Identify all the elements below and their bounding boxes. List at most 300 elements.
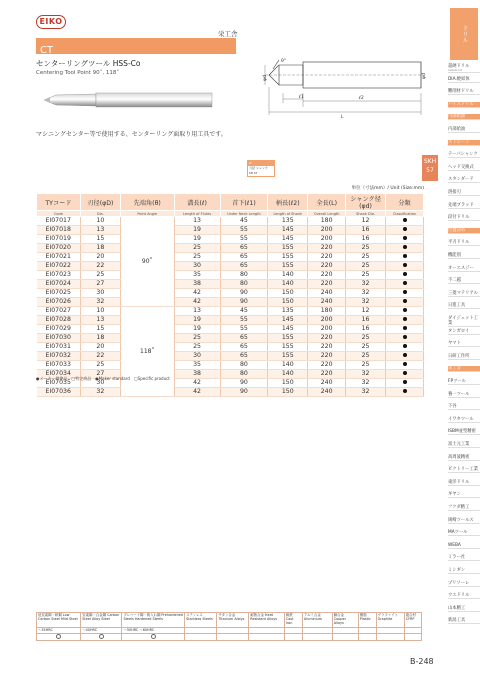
sidebar-item[interactable] xyxy=(448,316,480,327)
sidebar-item[interactable] xyxy=(448,291,480,297)
table-cell: 150 xyxy=(268,379,308,388)
sidebar-item-label: 溶接刃 xyxy=(448,190,461,195)
sidebar-item-label: ギヤン xyxy=(448,492,461,498)
sidebar-item-label: ビクトリー工業 xyxy=(448,467,479,473)
point-angle-cell: 118˚ xyxy=(120,307,174,397)
sidebar-item-label: 日研工作所 xyxy=(448,353,470,359)
sidebar-item[interactable] xyxy=(448,392,480,398)
sidebar-item-label: テーパシャンク xyxy=(448,152,478,158)
table-cell: 32 xyxy=(346,298,386,307)
suitable-circle-icon xyxy=(99,634,104,639)
sidebar-item[interactable] xyxy=(448,278,480,284)
table-cell: 240 xyxy=(308,289,346,298)
table-row xyxy=(37,361,424,370)
table-cell: 220 xyxy=(308,343,346,352)
point-angle-cell: 90˚ xyxy=(120,217,174,307)
table-notes: ●メーカー標準品 □特定商品 ●Maker standard □Specific product xyxy=(36,376,170,381)
col-header: 先端角(θ) xyxy=(120,194,174,211)
sidebar-item-sub: Carbide drill xyxy=(448,69,462,72)
label-L: L xyxy=(341,115,344,120)
table-cell: 25 xyxy=(346,244,386,253)
table-cell: 20 xyxy=(80,253,120,262)
table-cell: 25 xyxy=(80,271,120,280)
table-cell: 220 xyxy=(308,334,346,343)
standard-dot-icon xyxy=(403,245,407,249)
product-code: CT xyxy=(40,45,54,56)
standard-dot-icon xyxy=(403,317,407,321)
sidebar-item[interactable] xyxy=(448,593,480,599)
sidebar-item-label: 下谷 xyxy=(448,404,457,410)
table-cell: 19 xyxy=(174,226,220,235)
sidebar-item[interactable] xyxy=(448,543,480,549)
classification-cell xyxy=(386,316,424,325)
product-name-jp: センターリングツール HSS-Co xyxy=(36,59,141,68)
table-row xyxy=(37,316,424,325)
table-cell: EI07028 xyxy=(37,316,81,325)
badge-line-1: SKH xyxy=(423,158,437,165)
sidebar-item[interactable] xyxy=(448,240,480,246)
classification-cell xyxy=(386,334,424,343)
table-cell: 150 xyxy=(268,298,308,307)
table-cell: 13 xyxy=(80,226,120,235)
tool-image xyxy=(36,75,216,135)
table-cell: 150 xyxy=(268,388,308,397)
table-cell: 19 xyxy=(174,316,220,325)
table-cell: 16 xyxy=(346,226,386,235)
sidebar-item-label: ストレート xyxy=(448,139,470,145)
standard-dot-icon xyxy=(403,335,407,339)
table-cell: 80 xyxy=(220,280,268,289)
table-cell: 20 xyxy=(80,343,120,352)
table-cell: 30 xyxy=(174,262,220,271)
classification-cell xyxy=(386,289,424,298)
table-cell: 135 xyxy=(268,307,308,316)
table-row xyxy=(37,289,424,298)
table-cell: 32 xyxy=(346,370,386,379)
sidebar-item[interactable] xyxy=(448,177,480,183)
table-cell: EI07023 xyxy=(37,271,81,280)
sidebar-item[interactable] xyxy=(448,518,480,524)
table-cell: 155 xyxy=(268,334,308,343)
classification-cell xyxy=(386,226,424,235)
label-phi-d2: φd xyxy=(422,73,427,79)
sidebar-item-label: 段付ドリル xyxy=(448,215,470,221)
table-cell: 13 xyxy=(174,217,220,226)
table-cell: 180 xyxy=(308,217,346,226)
classification-cell xyxy=(386,307,424,316)
table-cell: 200 xyxy=(308,316,346,325)
table-cell: 19 xyxy=(174,325,220,334)
table-cell: 65 xyxy=(220,334,268,343)
classification-cell xyxy=(386,217,424,226)
table-row xyxy=(37,244,424,253)
sidebar-item-label: 先端ブラッド xyxy=(448,202,474,208)
table-cell: 220 xyxy=(308,262,346,271)
sidebar-item[interactable] xyxy=(448,89,480,95)
page-number: B-248 xyxy=(410,657,434,666)
sidebar-item[interactable] xyxy=(448,505,480,511)
sidebar-item-label: ハイスドリル xyxy=(448,101,474,107)
col-header-en: Dia. xyxy=(80,211,120,217)
sidebar-item-label: 山本精工 xyxy=(448,605,466,611)
sidebar-item-label: 平刃ドリル xyxy=(448,240,470,246)
sidebar-item[interactable] xyxy=(448,606,480,612)
sidebar-item-label: タンガロイ xyxy=(448,328,470,334)
table-cell: 32 xyxy=(80,388,120,397)
table-cell: 15 xyxy=(80,235,120,244)
material-mark xyxy=(122,634,185,641)
table-row xyxy=(37,298,424,307)
table-cell: 155 xyxy=(268,262,308,271)
classification-cell xyxy=(386,262,424,271)
tolerance-legend xyxy=(247,160,275,177)
sidebar-item-label: ミラー社 xyxy=(448,555,466,561)
material-range: 〜35HRC xyxy=(37,628,81,634)
technical-drawing xyxy=(263,57,425,127)
table-row xyxy=(37,388,424,397)
table-cell: EI07018 xyxy=(37,226,81,235)
material-header: 銅合金 Copper Alloys xyxy=(332,613,358,628)
table-row xyxy=(37,217,424,226)
material-mark xyxy=(284,634,302,641)
product-code-bar xyxy=(36,38,236,54)
table-cell: EI07026 xyxy=(37,298,81,307)
table-cell: 18 xyxy=(80,334,120,343)
classification-cell xyxy=(386,379,424,388)
table-cell: 25 xyxy=(346,343,386,352)
table-cell: 32 xyxy=(346,289,386,298)
sidebar-item[interactable] xyxy=(448,492,480,498)
sidebar-item[interactable] xyxy=(448,417,480,423)
col-header: 柄長(ℓ2) xyxy=(268,194,308,211)
sidebar-item[interactable] xyxy=(448,530,480,536)
standard-dot-icon xyxy=(403,272,407,276)
col-header-en: Length of Flutes xyxy=(174,211,220,217)
label-phi-d1: φd xyxy=(263,75,268,81)
table-cell: 140 xyxy=(268,361,308,370)
table-cell: 145 xyxy=(268,226,308,235)
sidebar-item[interactable] xyxy=(448,228,480,234)
classification-cell xyxy=(386,361,424,370)
sidebar-item[interactable] xyxy=(448,618,480,624)
table-cell: EI07034 xyxy=(37,370,81,379)
table-cell: 35 xyxy=(174,361,220,370)
standard-dot-icon xyxy=(403,227,407,231)
legend-row: 刃径 シャンク xyxy=(249,166,268,170)
standard-dot-icon xyxy=(403,389,407,393)
material-header: チタン合金 Titanium Alloys xyxy=(217,613,249,628)
table-cell: 22 xyxy=(80,262,120,271)
table-cell: 25 xyxy=(174,253,220,262)
table-cell: 45 xyxy=(220,217,268,226)
table-cell: 220 xyxy=(308,280,346,289)
sidebar-item-label: FPツール xyxy=(448,379,466,384)
sidebar-item[interactable] xyxy=(448,152,480,158)
table-cell: 19 xyxy=(174,235,220,244)
sidebar-tab-drill[interactable]: ドリル xyxy=(450,8,478,60)
material-mark xyxy=(217,634,249,641)
table-cell: 145 xyxy=(268,235,308,244)
table-row xyxy=(37,352,424,361)
table-row xyxy=(37,307,424,316)
table-cell: 25 xyxy=(346,262,386,271)
sidebar-item[interactable] xyxy=(448,581,480,587)
sidebar-item[interactable] xyxy=(448,140,480,146)
col-header-en: Code xyxy=(37,211,81,217)
sidebar-item-label: 養一ツール xyxy=(448,391,470,397)
sidebar-item[interactable] xyxy=(448,366,480,372)
col-header: 分類 xyxy=(386,194,424,211)
sidebar-item-label: 新潟工具 xyxy=(448,618,466,624)
table-cell: 55 xyxy=(220,226,268,235)
standard-dot-icon xyxy=(403,371,407,375)
table-row xyxy=(37,262,424,271)
standard-dot-icon xyxy=(403,263,407,267)
sidebar-item-label: 難削材ドリル xyxy=(448,89,474,95)
standard-dot-icon xyxy=(403,362,407,366)
sidebar-item-label: 三菱マテリアル xyxy=(448,290,478,296)
sidebar-item-label: 高周波精密 xyxy=(448,454,470,460)
classification-cell xyxy=(386,244,424,253)
table-row xyxy=(37,235,424,244)
table-cell: 90 xyxy=(220,388,268,397)
table-cell: 240 xyxy=(308,298,346,307)
table-cell: 90 xyxy=(220,289,268,298)
sidebar-item[interactable] xyxy=(448,303,480,309)
table-row xyxy=(37,280,424,289)
sidebar-item-label: ヤマト xyxy=(448,341,461,347)
table-cell: 25 xyxy=(346,361,386,370)
table-cell: 200 xyxy=(308,325,346,334)
sidebar-item-label: プリソーレ xyxy=(448,580,470,586)
table-cell: 65 xyxy=(220,343,268,352)
suitable-circle-icon xyxy=(151,634,156,639)
sidebar-item-label: 内部給油 xyxy=(448,114,466,120)
table-cell: 22 xyxy=(80,352,120,361)
sidebar-item[interactable] xyxy=(448,455,480,461)
table-cell: 90 xyxy=(220,379,268,388)
table-cell: 13 xyxy=(80,316,120,325)
table-cell: 220 xyxy=(308,271,346,280)
material-mark xyxy=(404,634,421,641)
sidebar-item[interactable] xyxy=(448,253,480,259)
table-cell: 38 xyxy=(174,370,220,379)
table-cell: 140 xyxy=(268,370,308,379)
legend-row: h8 h7 xyxy=(249,171,258,175)
col-header: 全長(L) xyxy=(308,194,346,211)
product-name-en: Centering Tool Point 90˚, 118˚ xyxy=(36,70,120,76)
table-cell: 220 xyxy=(308,370,346,379)
table-row xyxy=(37,226,424,235)
table-cell: 65 xyxy=(220,352,268,361)
sidebar-item-label: 日進工具 xyxy=(448,303,466,309)
material-header: ステンレス Stainless Steels xyxy=(185,613,217,628)
sidebar-item[interactable] xyxy=(448,77,480,83)
col-header-en: Classification xyxy=(386,211,424,217)
table-row xyxy=(37,334,424,343)
sidebar-item[interactable] xyxy=(448,165,480,171)
sidebar-item-label: 不二越 xyxy=(448,278,461,284)
label-l1: ℓ1 xyxy=(299,95,304,100)
table-cell: 65 xyxy=(220,253,268,262)
table-cell: 80 xyxy=(220,271,268,280)
table-cell: EI07024 xyxy=(37,280,81,289)
table-cell: 155 xyxy=(268,343,308,352)
suitable-circle-icon xyxy=(56,634,61,639)
standard-dot-icon xyxy=(403,290,407,294)
sidebar-item-label: ヘッド交換式 xyxy=(448,164,474,170)
table-cell: 240 xyxy=(308,388,346,397)
standard-dot-icon xyxy=(403,380,407,384)
table-row xyxy=(37,253,424,262)
table-cell: 220 xyxy=(308,244,346,253)
sidebar-item[interactable] xyxy=(448,480,480,486)
classification-cell xyxy=(386,370,424,379)
sidebar-item-label: オーエスジー xyxy=(448,265,474,271)
col-header: 刃径(φD) xyxy=(80,194,120,211)
table-cell: 42 xyxy=(174,298,220,307)
sidebar-item[interactable] xyxy=(448,215,480,221)
col-header: シャンク径(φd) xyxy=(346,194,386,211)
header-row-jp xyxy=(37,194,424,211)
unit-note: 単位（寸法mm）/ Unit (Size:mm) xyxy=(351,186,424,191)
table-cell: 155 xyxy=(268,253,308,262)
table-cell: 25 xyxy=(346,352,386,361)
col-header: 溝長(ℓ) xyxy=(174,194,220,211)
table-cell: 16 xyxy=(346,235,386,244)
table-cell: 55 xyxy=(220,235,268,244)
sidebar-item-label: MAツール xyxy=(448,530,468,536)
table-cell: 135 xyxy=(268,217,308,226)
sidebar-item[interactable] xyxy=(448,190,480,196)
table-row xyxy=(37,325,424,334)
col-header-en: Shank Dia. xyxy=(346,211,386,217)
table-cell: 42 xyxy=(174,379,220,388)
sidebar-item-label: WEBA xyxy=(448,542,461,548)
table-cell: 42 xyxy=(174,388,220,397)
classification-cell xyxy=(386,271,424,280)
table-cell: 12 xyxy=(346,217,386,226)
sidebar-item[interactable] xyxy=(448,329,480,335)
sidebar-item[interactable] xyxy=(448,568,480,574)
col-header-en: Overall Length xyxy=(308,211,346,217)
material-header: プレハード鋼・焼入れ鋼 Prehardened Steels Hardened Steels xyxy=(122,613,185,628)
sidebar-item[interactable] xyxy=(448,555,480,561)
table-cell: EI07031 xyxy=(37,343,81,352)
sidebar-item-label: ISBM並型精密 xyxy=(448,429,476,435)
table-cell: EI07025 xyxy=(37,289,81,298)
table-cell: 30 xyxy=(80,379,120,388)
maker-name: 栄工舎 xyxy=(218,30,238,38)
sidebar-item[interactable] xyxy=(448,102,480,108)
table-cell: 25 xyxy=(174,244,220,253)
table-cell: 220 xyxy=(308,361,346,370)
table-cell: EI07027 xyxy=(37,307,81,316)
table-cell: 27 xyxy=(80,280,120,289)
table-cell: 10 xyxy=(80,307,120,316)
sidebar-item-label: イワタツール xyxy=(448,416,474,422)
table-cell: 25 xyxy=(346,334,386,343)
sidebar-item-label: ウエドリル xyxy=(448,593,470,599)
material-badge xyxy=(422,155,438,181)
sidebar-item-label: 超硬ドリル xyxy=(448,64,470,69)
sidebar-item-label: 位置決め xyxy=(448,227,466,233)
classification-cell xyxy=(386,325,424,334)
standard-dot-icon xyxy=(403,281,407,285)
material-mark xyxy=(37,634,81,641)
table-cell: EI07019 xyxy=(37,235,81,244)
label-theta: θ° xyxy=(281,59,287,64)
material-range: 〜40HRC xyxy=(81,628,122,634)
table-cell: 10 xyxy=(80,217,120,226)
table-cell: 145 xyxy=(268,316,308,325)
classification-cell xyxy=(386,388,424,397)
sidebar-item[interactable] xyxy=(448,64,480,73)
table-cell: 15 xyxy=(80,325,120,334)
material-header: グラファイト Graphite xyxy=(376,613,404,628)
material-table xyxy=(36,612,422,641)
sidebar-item-label: 東洋ドリル xyxy=(448,479,470,485)
sidebar-item[interactable] xyxy=(448,114,480,120)
sidebar-item[interactable] xyxy=(448,341,480,347)
material-header: 樹脂 Plastic xyxy=(358,613,376,628)
standard-dot-icon xyxy=(403,299,407,303)
table-cell: 200 xyxy=(308,235,346,244)
table-cell: 42 xyxy=(174,289,220,298)
sidebar-item[interactable] xyxy=(448,266,480,272)
table-cell: 45 xyxy=(220,307,268,316)
category-sidebar xyxy=(446,0,480,650)
sidebar-item[interactable] xyxy=(448,379,480,385)
standard-dot-icon xyxy=(403,353,407,357)
table-cell: 32 xyxy=(80,298,120,307)
sidebar-item-label: DIA.焼結体 xyxy=(448,76,470,82)
classification-cell xyxy=(386,253,424,262)
table-row xyxy=(37,343,424,352)
table-cell: 30 xyxy=(80,289,120,298)
table-cell: 140 xyxy=(268,280,308,289)
material-header: 耐熱合金 Heat Resistant Alloys xyxy=(249,613,285,628)
table-cell: 90 xyxy=(220,298,268,307)
sidebar-item[interactable] xyxy=(448,127,480,133)
table-cell: 140 xyxy=(268,271,308,280)
table-cell: EI07029 xyxy=(37,325,81,334)
sidebar-item[interactable] xyxy=(448,429,480,435)
sidebar-item-label: 岡崎ツールス xyxy=(448,517,474,523)
table-cell: EI07017 xyxy=(37,217,81,226)
table-cell: 145 xyxy=(268,325,308,334)
spec-table xyxy=(36,193,424,397)
col-header: TYコード xyxy=(37,194,81,211)
table-cell: EI07022 xyxy=(37,262,81,271)
sidebar-item-label: 富士元工業 xyxy=(448,442,470,447)
material-mark xyxy=(81,634,122,641)
sidebar-item[interactable] xyxy=(448,467,480,473)
table-cell: 18 xyxy=(80,244,120,253)
table-cell: 25 xyxy=(346,271,386,280)
table-cell: 180 xyxy=(308,307,346,316)
table-cell: EI07033 xyxy=(37,361,81,370)
sidebar-item[interactable] xyxy=(448,354,480,360)
sidebar-item[interactable] xyxy=(448,203,480,209)
sidebar-item[interactable] xyxy=(448,404,480,410)
sidebar-item[interactable] xyxy=(448,442,480,448)
table-cell: EI07021 xyxy=(37,253,81,262)
table-cell: 30 xyxy=(174,352,220,361)
sidebar-item-label: ダイジェット工業 xyxy=(448,316,478,326)
classification-cell xyxy=(386,343,424,352)
material-header: 炭素鋼・合金鋼 Carbon Steel Alloy Steel xyxy=(81,613,122,628)
